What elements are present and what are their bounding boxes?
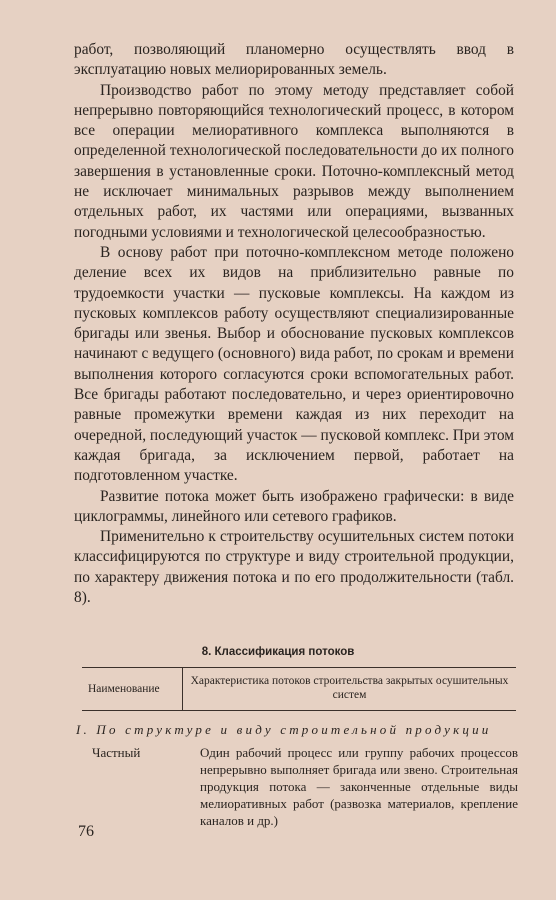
body-text [74, 40, 514, 608]
row-name: Частный [92, 745, 141, 760]
paragraph: Развитие потока может быть изображено графически: в виде циклограммы, линейного или сетевого графиков. [74, 487, 514, 525]
page-number: 76 [78, 823, 94, 840]
classification-table [82, 667, 516, 711]
table-caption: 8. Классификация потоков [201, 646, 355, 658]
paragraph: работ, позволяющий планомерно осуществлять ввод в эксплуатацию новых мелиорированных земель. [74, 41, 514, 79]
row-description: Один рабочий процесс или группу рабочих процессов непрерывно выполняет бригада или звено. Строительная продукция потока — законченные отдельные виды мелиоративных работ (развозка материалов, крепление каналов и др.) [200, 745, 518, 828]
header-description: Характеристика потоков строительства закрытых осушительных систем [190, 675, 509, 701]
paragraph: В основу работ при поточно-комплексном методе положено деление всех их видов на приблизительно равные по трудоемкости участки — пусковые комплексы. На каждом из пусковых комплексов работу осуществляют специализированные бригады или звенья. Выбор и обоснование пусковых комплексов начинают с ведущего (основного) вида работ, по срокам и времени выполнения которого согласуются сроки вспомогательных работ. Все бригады работают последовательно, и через ориентировочно равные промежутки времени каждая из них переходит на очередной, последующий участок — пусковой комплекс. При этом каждая бригада, за исключением первой, работает на подготовленном участке. [74, 243, 514, 485]
header-name: Наименование [82, 668, 183, 710]
paragraph: Применительно к строительству осушительных систем потоки классифицируются по структуре и виду строительной продукции, по характеру движения потока и по его продолжительности (табл. 8). [74, 528, 514, 607]
table-section-title: I. По структуре и виду строительной продукции [76, 722, 492, 737]
table-header [82, 668, 516, 711]
paragraph: Производство работ по этому методу представляет собой непрерывно повторяющийся технологический процесс, в котором все операции мелиоративного комплекса выполняются в определенной технологической последовательности до их полного завершения в установленные сроки. Поточно-комплексный метод не исключает минимальных разрывов между выполнением отдельных работ, их частями или операциями, вызванных погодными условиями и технологической целесообразностью. [74, 81, 514, 241]
